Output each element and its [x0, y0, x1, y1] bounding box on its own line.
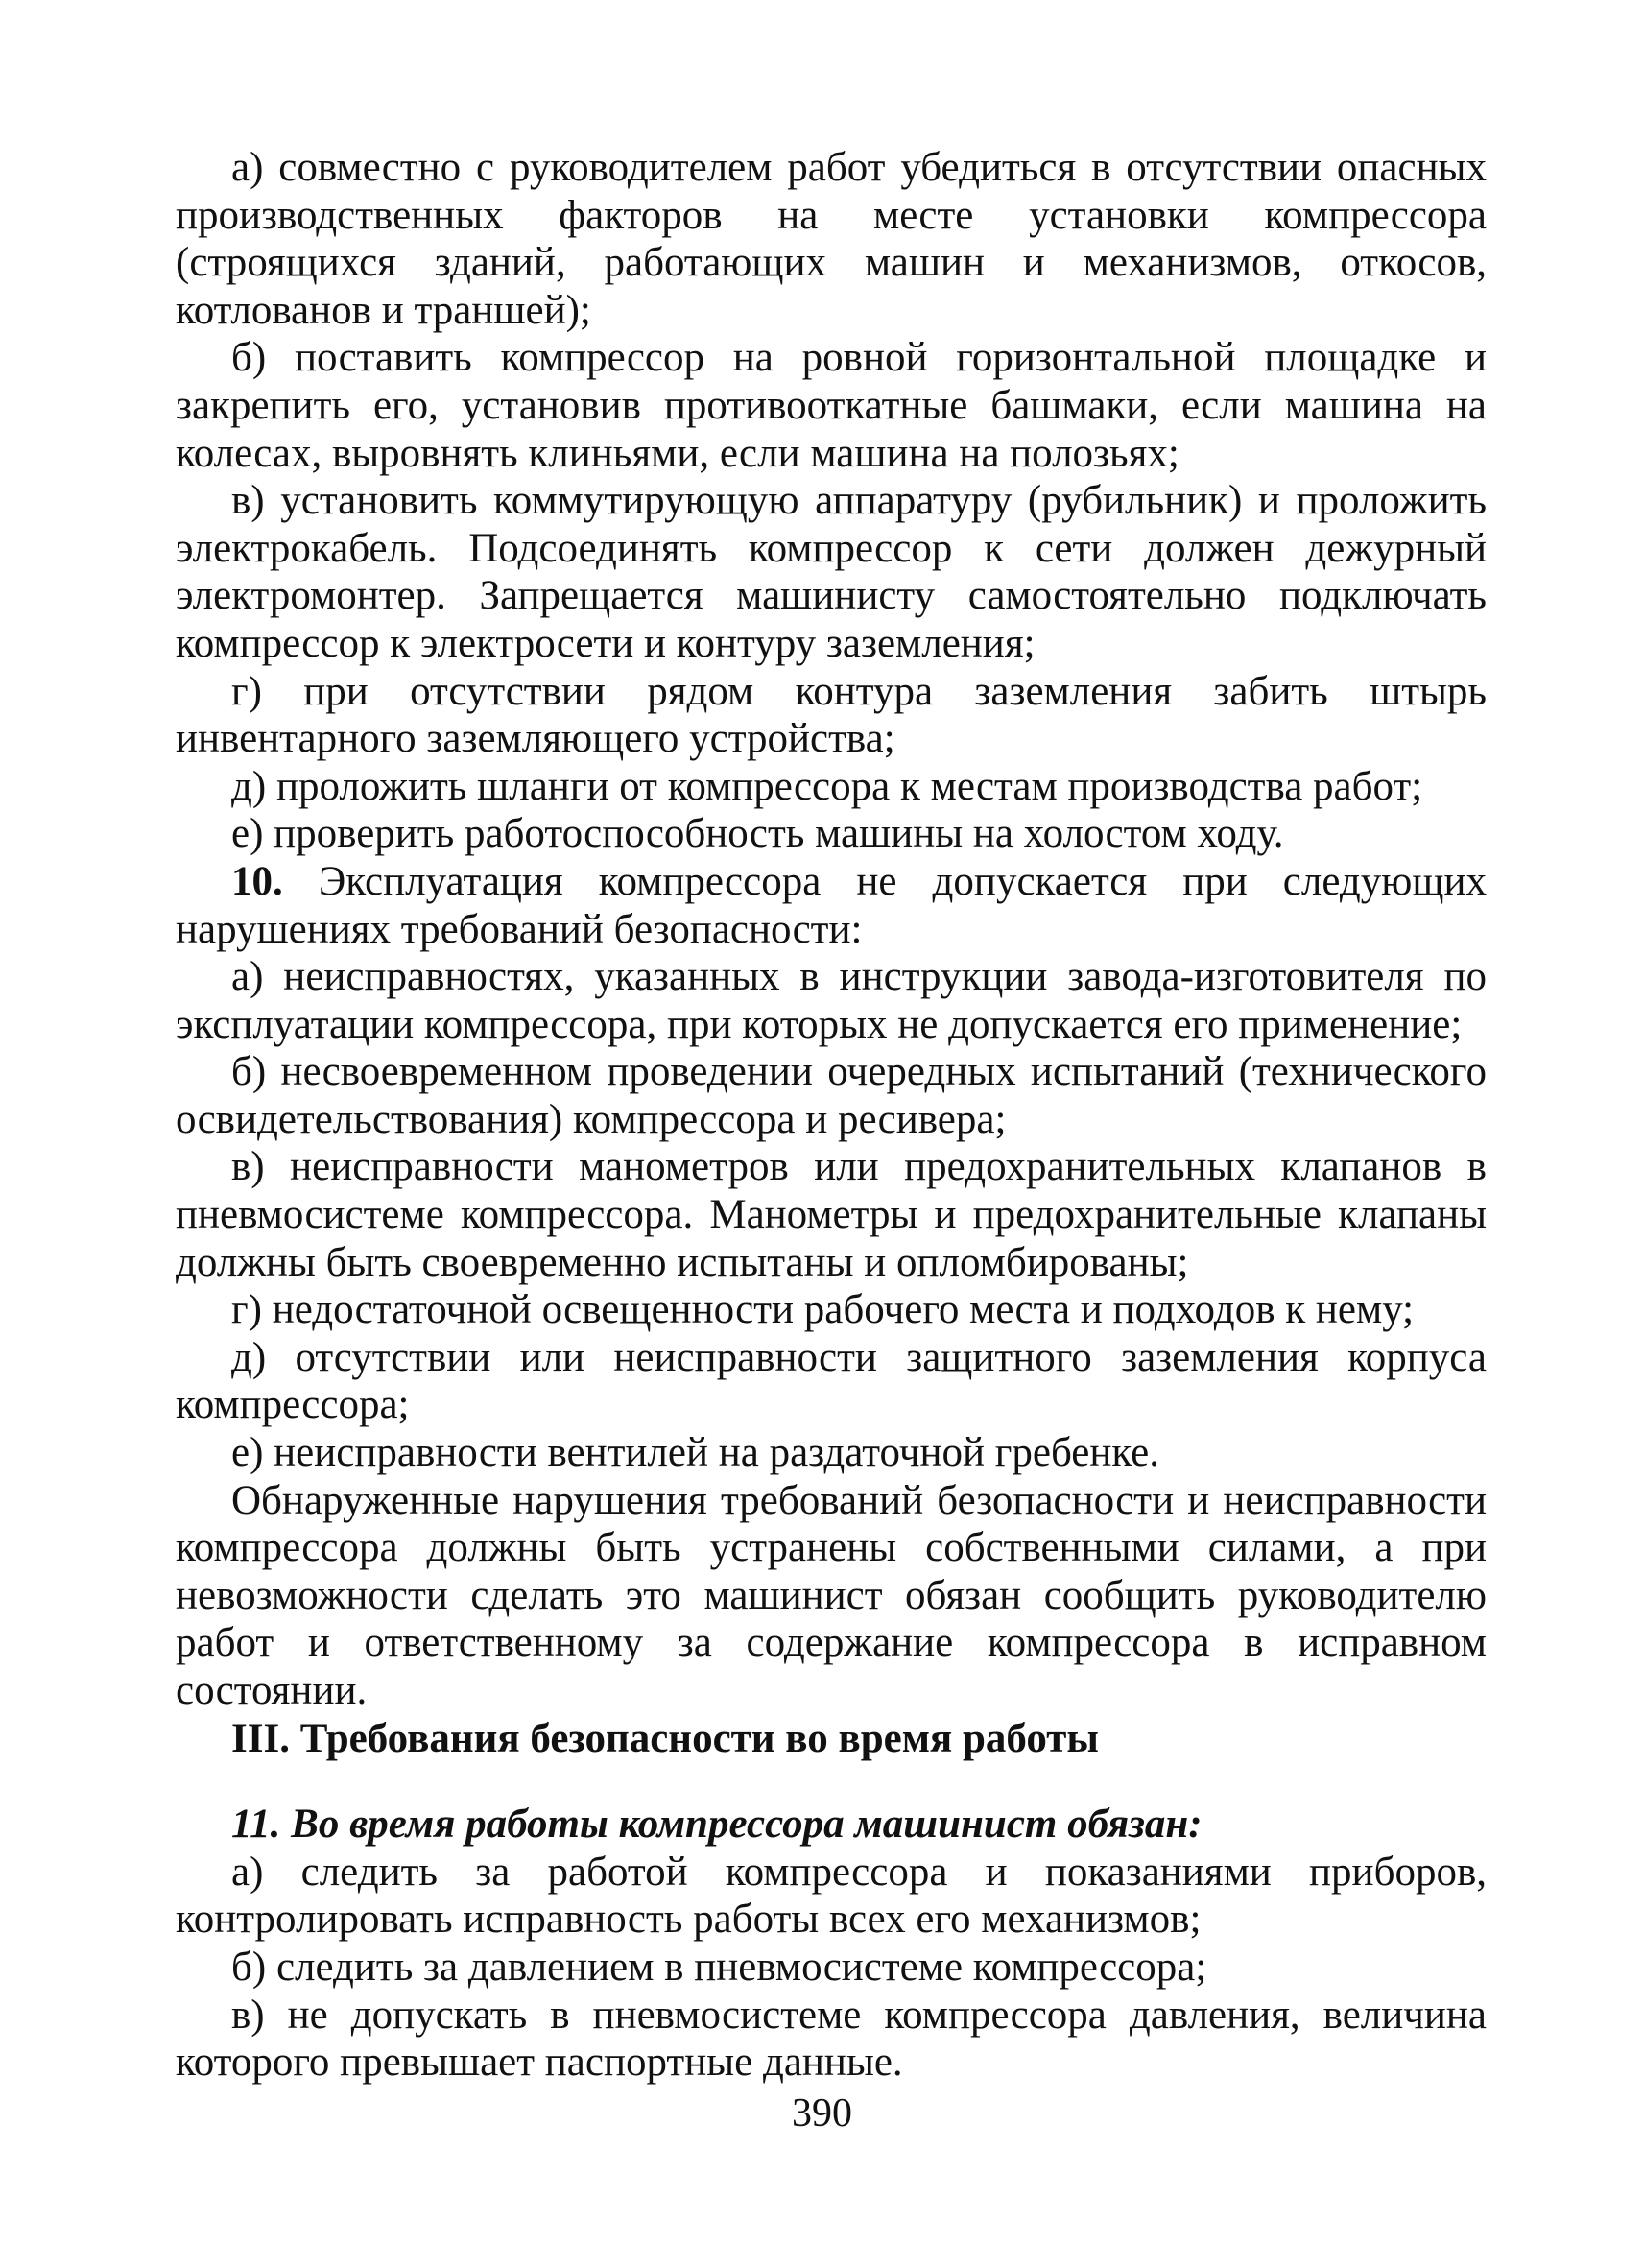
paragraph-item9-f: е) проверить работоспособность машины на холостом ходу.: [231, 811, 1284, 857]
page-body: [176, 144, 1487, 2087]
paragraph-item9-c: в) установить коммутирующую аппаратуру (рубильник) и проложить электрокабель. Подсоединять компрессор к сети должен дежурный электромонтер. Запрещается машинисту самостоятельно подключать компрессор к электросети и контуру заземления;: [176, 478, 1487, 666]
item11-number: 11.: [231, 1802, 281, 1848]
paragraph-item11-a: а) следить за работой компрессора и показаниями приборов, контролировать исправность работы всех его механизмов;: [176, 1849, 1487, 1943]
paragraph-item10-a: а) неисправностях, указанных в инструкции завода-изготовителя по эксплуатации компрессора, при которых не допускается его применение;: [176, 954, 1487, 1047]
page-number: 390: [792, 2091, 852, 2136]
section-heading: III. Требования безопасности во время работы: [231, 1715, 1099, 1761]
closing-paragraph: Обнаруженные нарушения требований безопасности и неисправности компрессора должны быть устранены собственными силами, а при невозможности сделать это машинист обязан сообщить руководителю работ и ответственному за содержание компрессора в исправном состоянии.: [176, 1477, 1487, 1713]
paragraph-item10: [176, 858, 1487, 953]
paragraph-item11-c: в) не допускать в пневмосистеме компрессора давления, величина которого превышает паспортные данные.: [176, 1992, 1487, 2086]
paragraph-item10-b: б) несвоевременном проведении очередных испытаний (технического освидетельствования) компрессора и ресивера;: [176, 1049, 1487, 1142]
paragraph-item11-b: б) следить за давлением в пневмосистеме компрессора;: [231, 1944, 1207, 1990]
item10-text: Эксплуатация компрессора не допускается при следующих нарушениях требований безопасности:: [176, 858, 1487, 952]
paragraph-item11: [176, 1801, 1487, 1849]
paragraph-item10-e: д) отсутствии или неисправности защитного заземления корпуса компрессора;: [176, 1334, 1487, 1428]
item11-text: Во время работы компрессора машинист обязан:: [291, 1802, 1203, 1848]
paragraph-item9-b: б) поставить компрессор на ровной горизонтальной площадке и закрепить его, установив противооткатные башмаки, если машина на колесах, выровнять клиньями, если машина на полозьях;: [176, 335, 1487, 476]
paragraph-item9-d: г) при отсутствии рядом контура заземления забить штырь инвентарного заземляющего устройства;: [176, 668, 1487, 762]
item10-number: 10.: [231, 858, 283, 904]
paragraph-item10-d: г) недостаточной освещенности рабочего места и подходов к нему;: [231, 1287, 1415, 1333]
paragraph-item9-e: д) проложить шланги от компрессора к местам производства работ;: [231, 763, 1423, 809]
paragraph-item10-f: е) неисправности вентилей на раздаточной гребенке.: [231, 1430, 1160, 1476]
paragraph-item10-c: в) неисправности манометров или предохранительных клапанов в пневмосистеме компрессора. Манометры и предохранительные клапаны должны быть своевременно испытаны и опломбированы;: [176, 1144, 1487, 1285]
paragraph-item9-a: а) совместно с руководителем работ убедиться в отсутствии опасных производственных факторов на месте установки компрессора (строящихся зданий, работающих машин и механизмов, откосов, котлованов и траншей);: [176, 145, 1487, 333]
